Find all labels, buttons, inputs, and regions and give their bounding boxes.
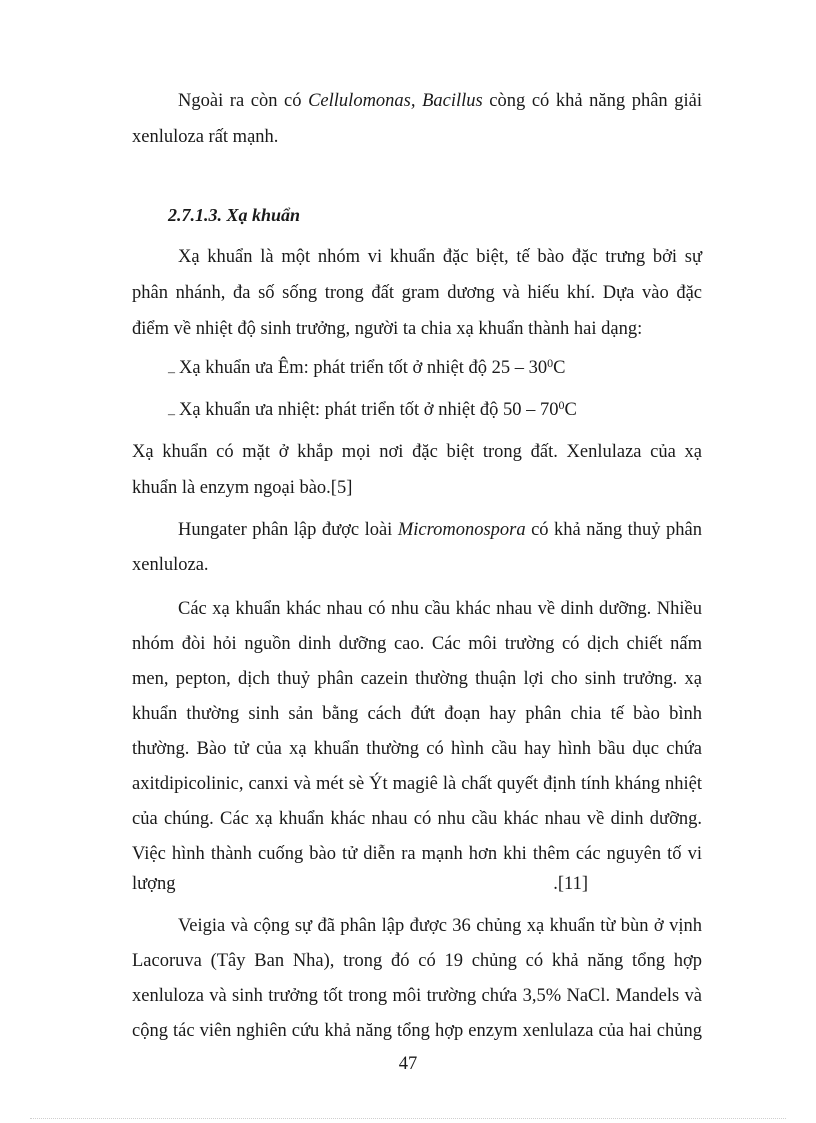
text-span: lượng (132, 874, 176, 894)
dash-marker: – (168, 365, 175, 380)
footer-divider (30, 1118, 786, 1119)
citation-reference: .[11] (553, 874, 588, 894)
paragraph-4-line-1 (178, 518, 702, 542)
text-span: Ngoài ra còn có (178, 91, 309, 111)
dash-marker: – (168, 407, 175, 422)
text-span: Hungater phân lập được loài (178, 520, 398, 540)
italic-genus: Micromonospora (397, 520, 526, 540)
bullet-item (168, 398, 577, 427)
degree-superscript: 0 (558, 398, 565, 412)
paragraph-1-line-1 (178, 89, 702, 113)
paragraph-5-line-7: của chúng. Các xạ khuẩn khác nhau có nhu cầu khác nhau về dinh dưỡng. (132, 809, 702, 829)
paragraph-2-line-2: phân nhánh, đa số sống trong đất gram dương và hiếu khí. Dựa vào đặc (132, 283, 702, 303)
paragraph-6-line-3: xenluloza và sinh trưởng tốt trong môi trường chứa 3,5% NaCl. Mandels và (132, 986, 702, 1006)
paragraph-6-line-2: Lacoruva (Tây Ban Nha), trong đó có 19 chủng có khả năng tổng hợp (132, 951, 702, 971)
paragraph-2-line-3: điểm về nhiệt độ sinh trưởng, người ta chia xạ khuẩn thành hai dạng: (132, 319, 643, 339)
paragraph-5-line-4: khuẩn thường sinh sản bằng cách đứt đoạn hay phân chia tế bào bình (132, 704, 702, 724)
paragraph-2-line-1: Xạ khuẩn là một nhóm vi khuẩn đặc biệt, tế bào đặc trưng bởi sự (178, 247, 702, 267)
paragraph-5-line-3: men, pepton, dịch thuỷ phân cazein thường thuận lợi cho sinh trưởng. xạ (132, 669, 702, 689)
paragraph-5-line-2: nhóm đòi hỏi nguồn dinh dưỡng cao. Các môi trường có dịch chiết nấm (132, 634, 702, 654)
unit-text: C (553, 358, 566, 378)
paragraph-5-line-1: Các xạ khuẩn khác nhau có nhu cầu khác nhau về dinh dưỡng. Nhiều (178, 599, 702, 619)
paragraph-4-line-2: xenluloza. (132, 555, 209, 575)
degree-superscript: 0 (547, 356, 554, 370)
page-number: 47 (398, 1054, 418, 1074)
section-heading: 2.7.1.3. Xạ khuẩn (168, 205, 301, 225)
paragraph-6-line-4: cộng tác viên nghiên cứu khả năng tổng hợp enzym xenlulaza của hai chủng (132, 1021, 702, 1041)
paragraph-5-line-8: Việc hình thành cuống bào tử diễn ra mạnh hơn khi thêm các nguyên tố vi (132, 844, 702, 864)
bullet-text: Xạ khuẩn ưa Êm: phát triển tốt ở nhiệt độ 25 – 30 (179, 358, 548, 378)
unit-text: C (564, 400, 577, 420)
paragraph-5-line-9 (132, 872, 702, 896)
paragraph-1-line-2: xenluloza rất mạnh. (132, 127, 279, 147)
paragraph-3-line-2: khuẩn là enzym ngoại bào.[5] (132, 478, 353, 498)
paragraph-3-line-1: Xạ khuẩn có mặt ở khắp mọi nơi đặc biệt trong đất. Xenlulaza của xạ (132, 442, 702, 462)
text-span: có khả năng thuỷ phân (525, 520, 702, 540)
paragraph-5-line-6: axitdipicolinic, canxi và mét sè Ýt magiê là chất quyết định tính kháng nhiệt (132, 774, 702, 794)
text-span: còng có khả năng phân giải (482, 91, 703, 111)
paragraph-5-line-5: thường. Bào tử của xạ khuẩn thường có hình cầu hay hình bầu dục chứa (132, 739, 702, 759)
bullet-item (168, 356, 566, 385)
italic-genus: Cellulomonas, Bacillus (308, 91, 483, 111)
paragraph-6-line-1: Veigia và cộng sự đã phân lập được 36 chủng xạ khuẩn từ bùn ở vịnh (178, 916, 702, 936)
bullet-text: Xạ khuẩn ưa nhiệt: phát triển tốt ở nhiệt độ 50 – 70 (179, 400, 559, 420)
